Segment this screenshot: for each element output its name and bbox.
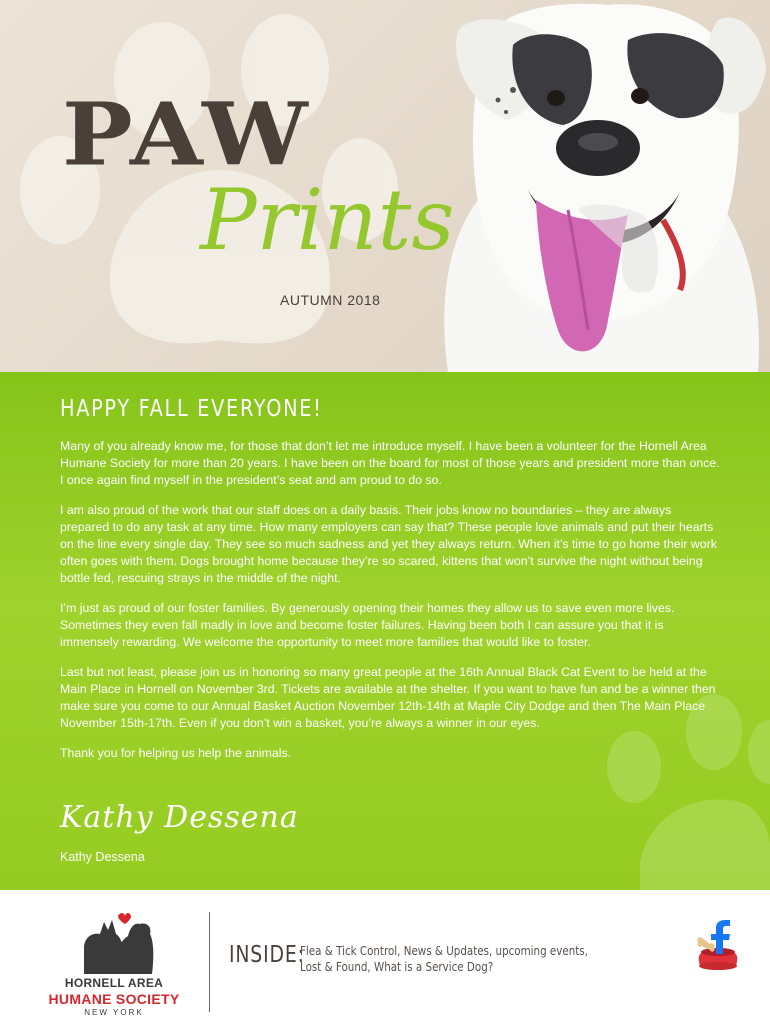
letter-heading: HAPPY FALL EVERYONE! (60, 396, 323, 422)
dog-and-cat-silhouette-icon (74, 908, 158, 974)
letter-paragraph: Many of you already know me, for those that don’t let me introduce myself. I have been a volunteer for the Hornell Area Humane Society for more than 20 years. I have been on the board for most of those years and president more than once. I once again find myself in the president’s seat and am proud to do so. (60, 439, 720, 487)
issue-season: AUTUMN 2018 (280, 292, 381, 308)
footer-divider (209, 912, 210, 1012)
letter-body (60, 438, 722, 775)
letter-paragraph: I am also proud of the work that our staff does on a daily basis. Their jobs know no boundaries – they are always prepared to do any task at any time. How many employers can say that? These people love animals and put their hearts on the line every single day. They see so much sadness and yet they always return. When it’s time to go home their work often goes with them. Dogs brought home because they’re so scared, kittens that won’t survive the night without being bottle fed, rescuing strays in the middle of the night. (60, 503, 717, 585)
letter-paragraph: Last but not least, please join us in honoring so many great people at the 16th Annual Black Cat Event to be held at the Main Place in Hornell on November 3rd. Tickets are available at the shelter. If you want to have fun and be a winner then make sure you come to our Annual Basket Auction November 12th-14th at Maple City Dodge and then The Main Place November 15th-17th. Even if you don’t win a basket, you’re always a winner in our eyes. (60, 665, 716, 730)
org-location: NEW YORK (84, 1008, 144, 1017)
letter-paragraph: Thank you for helping us help the animals. (60, 746, 292, 760)
dog-photo (418, 0, 770, 372)
signer-name: Kathy Dessena (60, 850, 145, 864)
facebook-icon[interactable] (688, 918, 748, 978)
footer (0, 890, 770, 1024)
president-letter (0, 372, 770, 890)
masthead-title-prints: Prints (200, 171, 455, 269)
org-name-line1: HORNELL AREA (64, 976, 164, 990)
org-name-line2: HUMANE SOCIETY (48, 991, 180, 1007)
handwritten-signature: Kathy Dessena (60, 800, 299, 835)
inside-label: INSIDE: (229, 942, 305, 968)
humane-society-logo (34, 908, 194, 1018)
masthead-title-paw: PAW (62, 84, 312, 186)
inside-contents: Flea & Tick Control, News & Updates, upcoming events, Lost & Found, What is a Service Dog? (300, 944, 588, 974)
letter-paragraph: I’m just as proud of our foster families. By generously opening their homes they allow us to save even more lives. Sometimes they even fall madly in love and become foster failures. Having been both I can assure you that it is immensely rewarding. We welcome the opportunity to meet more families that would like to foster. (60, 601, 675, 649)
masthead (0, 0, 770, 372)
